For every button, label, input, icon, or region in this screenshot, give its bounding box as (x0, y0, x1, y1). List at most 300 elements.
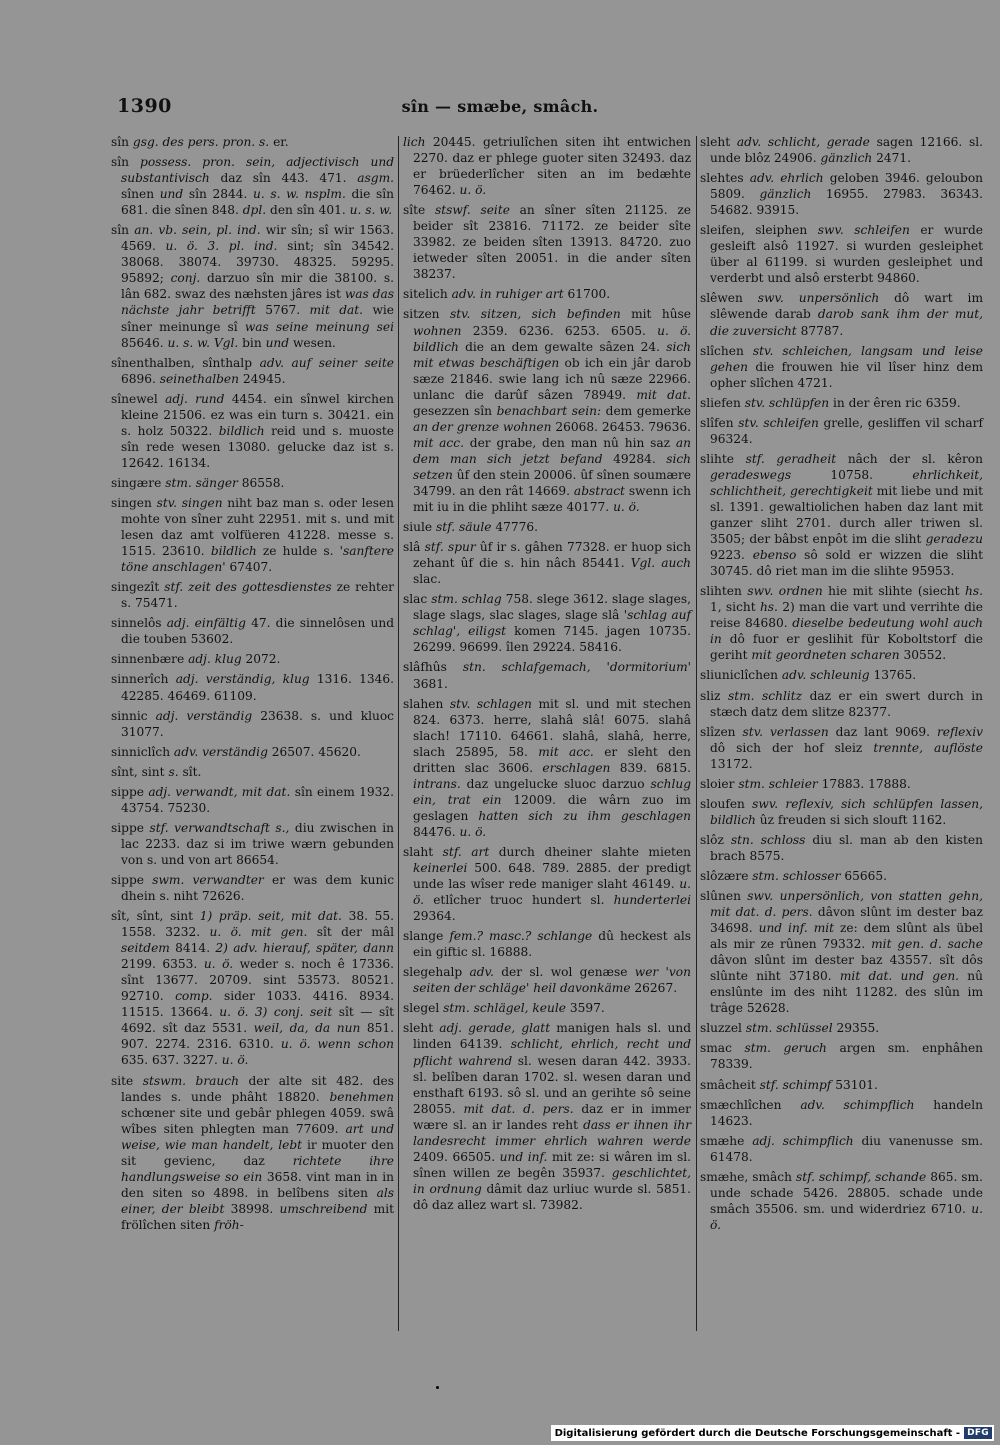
entry-text: sô sold er wizzen die sliht 30745. dô riet man im die slihte 95953. (710, 548, 983, 579)
gloss-italic: stf. geradheit (745, 451, 837, 466)
entry-text: handeln 14623. (710, 1097, 984, 1128)
gloss-italic: und (159, 187, 184, 202)
gloss-italic: umschreibend (279, 1201, 368, 1216)
gloss-italic: adv. verständig (173, 744, 268, 759)
dictionary-entry (111, 784, 394, 816)
dictionary-entry (700, 1020, 983, 1036)
entry-text: 3681. (413, 676, 448, 691)
entry-text: ûz freuden si sich slouft 1162. (759, 812, 947, 827)
gloss-italic: gänzlich (820, 151, 873, 166)
gloss-italic: adv. in ruhiger art (451, 287, 564, 302)
entry-text: weder s. noch ê 17336. sînt 13677. 20709. sint 53573. 80521. 92710. (121, 957, 395, 1004)
headword: sippe (111, 820, 144, 835)
entry-text: sint (141, 764, 165, 779)
entry-text: 13765. (873, 668, 917, 683)
gloss-italic: mit gen. d. sache (871, 937, 984, 952)
entry-text: den sîn 401. (270, 203, 346, 218)
entry-text: 2199. 6353. (121, 957, 198, 972)
stray-dot (436, 1386, 439, 1389)
gloss-italic: adv. schleunig (781, 668, 870, 683)
entry-text: er sleht den dritten slac 3606. (413, 744, 691, 775)
dictionary-entry (111, 872, 394, 904)
entry-text: 87787. (800, 323, 844, 338)
gloss-italic: hs. (759, 600, 778, 615)
headword: sîn (111, 223, 130, 238)
running-head: sîn — smæbe, smâch. (401, 97, 599, 116)
headword: smac (700, 1041, 732, 1056)
entry-text: 10758. (830, 467, 874, 482)
dictionary-entry (111, 134, 394, 150)
gloss-italic: stm. schlosser (752, 868, 841, 883)
gloss-italic: stv. schleifen (738, 415, 819, 430)
entry-text: 4454. ein sînwel kirchen kleine 21506. ez was ein turn s. 30421. ein s. holz 50322. (121, 391, 395, 438)
gloss-italic: adj. gerade, glatt (439, 1021, 551, 1036)
entry-text: 30552. (903, 648, 947, 663)
entry-text: er was dem kunic dhein s. niht 72626. (121, 872, 395, 904)
dictionary-entry (111, 495, 394, 575)
entry-text: 17883. 17888. (821, 776, 911, 791)
gloss-italic: mit dat. und gen. (839, 969, 960, 984)
headword: sliefen (700, 395, 741, 410)
entry-text: daz er ein swert durch in stæch datz dem slitze 82377. (710, 688, 983, 719)
gloss-italic: conj. (170, 271, 201, 286)
gloss-italic: 2) adv. hierauf, später, dann (215, 941, 394, 956)
gloss-italic: geradezu (925, 532, 984, 547)
dictionary-entry (700, 222, 983, 286)
gloss-italic: adj. verständig, klug (175, 672, 310, 687)
dictionary-entry (700, 776, 983, 792)
dictionary-entry (700, 1097, 983, 1129)
gloss-italic: possess. pron. sein, adjectivisch und substantivisch (121, 155, 394, 186)
entry-text: 839. 6815. (619, 760, 692, 775)
entry-text: daz er in immer wære sl. an ir landes reht (413, 1101, 692, 1132)
dictionary-entry (111, 908, 394, 1068)
gloss-italic: stf. art (442, 844, 490, 859)
entry-text: 2359. 6236. 6253. 6505. (472, 323, 646, 338)
dfg-logo: DFG (964, 1427, 992, 1439)
entry-text: daz ungelucke sluoc darzuo (466, 776, 645, 791)
gloss-italic: hs. (965, 584, 984, 599)
entry-text: mit frölîchen siten (121, 1201, 394, 1232)
dictionary-entry (403, 134, 691, 198)
entry-text: schœner site und gebâr phlegen 4059. swâ wîbes siten phlegten man 77609. (121, 1105, 394, 1136)
entry-text: mit sl. und mit stechen 824. 6373. herre, slahâ slâ! 6075. slahâ slach! 17110. 64661. slahâ, slahâ, herre, slach 25895, 58. (413, 696, 692, 759)
dictionary-entry (111, 764, 394, 780)
dictionary-entry (111, 1073, 394, 1233)
entry-text: grelle, gesliffen vil scharf 96324. (710, 415, 984, 446)
dictionary-entry (700, 415, 983, 447)
gloss-italic: u. s. w. (349, 203, 393, 218)
dictionary-entry (403, 964, 691, 996)
gloss-italic: swv. unpersönlich (757, 291, 880, 306)
entry-text: er. (273, 135, 289, 149)
dictionary-entry (111, 708, 394, 740)
gloss-italic: adv. schlicht, gerade (736, 135, 870, 149)
entry-text: 86558. (241, 475, 285, 490)
dictionary-entry (700, 170, 983, 218)
entry-text: dô wart im slêwende darab (710, 291, 984, 322)
gloss-italic: asgm. (357, 171, 395, 186)
headword: singære (111, 475, 162, 490)
headword: sinnenbære (111, 652, 185, 667)
dictionary-entry (700, 1133, 983, 1165)
headword: sippe (111, 784, 144, 799)
entry-text: dâmit daz urliuc wurde sl. 5851. dô daz allez wart sl. 73982. (413, 1181, 692, 1212)
headword: slegel (403, 1001, 440, 1016)
entry-text: reid und s. muoste sîn rede wesen 13080. gelucke daz ist s. 12642. 16134. (121, 423, 395, 470)
gloss-italic: u. s. w. Vgl. (167, 335, 239, 350)
dictionary-entry (700, 667, 983, 683)
gloss-italic: u. ö. (221, 1053, 249, 1068)
gloss-italic: ehrlichkeit, schlichtheit, gerechtigkeit (710, 467, 983, 498)
entry-text: etlîcher truoc hundert sl. (433, 893, 605, 908)
headword: slaht (403, 844, 434, 859)
dictionary-entry (700, 1077, 983, 1093)
headword: slîchen (700, 343, 744, 358)
gloss-italic: schlug ein, trat ein (413, 776, 691, 807)
entry-text: der grabe, den man nû hin saz (469, 435, 671, 450)
gloss-italic: erschlagen (542, 760, 611, 775)
entry-text: ob ich ein jâr darob sæze 21846. swie lang ich nû sæze 22966. unlanc die darûf sâzen 78949. (413, 355, 692, 402)
entry-text: 6896. (121, 371, 156, 386)
gloss-italic: stv. sitzen, sich befinden (449, 307, 621, 322)
gloss-italic: stm. schlitz (727, 688, 803, 703)
gloss-italic: stn. schlafgemach, 'dormitorium' (462, 660, 691, 675)
dictionary-entry (111, 579, 394, 611)
gloss-italic: swv. reflexiv, sich schlüpfen lassen, bildlich (710, 796, 984, 827)
dictionary-entry (111, 391, 394, 471)
entry-text: 53101. (835, 1077, 878, 1092)
gloss-italic: u. ö. (613, 500, 640, 515)
entry-text: sîn 2844. (188, 187, 248, 202)
dictionary-entry (700, 724, 983, 772)
gloss-italic: stf. schimpf (759, 1077, 832, 1092)
entry-text: diu vanenusse sm. 61478. (710, 1133, 984, 1164)
entry-text: ze rehter s. 75471. (121, 580, 394, 611)
headword: sluzzel (700, 1021, 742, 1036)
entry-text: 12009. die wârn zuo im geslagen (413, 792, 691, 823)
headword: sinnic (111, 708, 148, 723)
gloss-italic: an. vb. sein, pl. ind. (134, 223, 261, 238)
entry-text: 5767. (265, 303, 301, 318)
headword: slôz (700, 832, 724, 847)
gloss-italic: s. (168, 764, 179, 779)
gloss-italic: fröh- (214, 1217, 244, 1232)
entry-text: sider 1033. 4416. 8934. 11515. 13664. (121, 989, 394, 1020)
headword: slange (403, 929, 444, 944)
headword: smæchlîchen (700, 1097, 782, 1112)
entry-text: die sîn 681. die sînen 848. (121, 187, 394, 218)
entry-text: er wurde gesleift alsô 11927. si wurden gesleiphet über al 61199. si wurden gesleiphet und verderbt und alsô ersterbt 94860. (710, 223, 984, 286)
gloss-italic: 'sanftere töne anschlagen' (121, 544, 395, 575)
headword: slâ (403, 540, 421, 555)
gloss-italic: hatten sich zu ihm geschlagen (478, 808, 692, 823)
gloss-italic: wohnen (413, 323, 462, 338)
gloss-italic: adv. (469, 965, 494, 980)
column-divider (398, 136, 399, 1331)
gloss-italic: mit acc. (413, 435, 464, 450)
entry-text: slac. (413, 572, 442, 587)
entry-text: 26507. 45620. (271, 744, 361, 759)
gloss-italic: stf. säule (436, 520, 492, 535)
entry-text: 851. 907. 2274. 2316. 6310. (121, 1021, 395, 1052)
dictionary-entry (700, 395, 983, 411)
entry-text: 758. slege 3612. slage slages, slage slags, slac slages, slage slâ (413, 592, 692, 623)
dictionary-entry (700, 343, 983, 391)
headword: slehtes (700, 171, 744, 186)
headword: slêwen (700, 291, 743, 306)
headword: sîte (403, 203, 426, 218)
headword: sinniclîch (111, 744, 171, 759)
gloss-italic: stm. schleier (738, 776, 818, 791)
gloss-italic: mit dat. (636, 387, 691, 402)
entry-text: nâch der sl. kêron (847, 451, 983, 466)
entry-text: sîn einem 1932. 43754. 75230. (121, 784, 395, 815)
entry-text: 2) man die vart und verrihte die reise 84680. (710, 600, 983, 631)
dictionary-entry (403, 306, 691, 515)
headword: sinnelôs (111, 616, 162, 631)
entry-text: der sl. wol genæse (501, 965, 628, 980)
gloss-italic: gsg. des pers. pron. s. (132, 135, 270, 149)
gloss-italic: geschlichtet, in ordnung (413, 1165, 691, 1196)
dictionary-entry (403, 696, 691, 840)
gloss-italic: stv. schlüpfen (744, 395, 830, 410)
entry-text: ûf den stein 20006. ûf sînen soumære 34799. an den rât 14669. (413, 467, 692, 498)
entry-text: 20445. getriulîchen siten iht entwichen 2270. daz er phlege guoter siten 32493. daz er brüederlîcher siten an im bedæhte 76462. (413, 135, 691, 198)
gloss-italic: geradeswegs (710, 467, 792, 482)
gloss-italic: benachbart sein: (496, 403, 602, 418)
entry-text: mit ze: si wâren im sl. sînen willen ze begên 35937. (413, 1149, 692, 1180)
entry-text: dâvon slûnt im dester baz 43557. sît dôs slûnte niht 37180. (710, 953, 983, 984)
entry-text: 500. 648. 789. 2885. der predigt unde las wîser rede maniger slaht 46149. (413, 861, 692, 892)
gloss-italic: dieselbe bedeutung wohl auch in (710, 616, 984, 647)
gloss-italic: mit dat. (309, 303, 364, 318)
entry-text: sît — sît 4692. sît daz 5531. (121, 1005, 395, 1036)
headword: sît, (111, 909, 130, 924)
gloss-italic: u. s. w. nsplm. (253, 187, 346, 202)
dictionary-entry (700, 451, 983, 579)
gloss-italic: reflexiv (936, 724, 984, 739)
headword: singezît (111, 580, 160, 595)
entry-text: gesezzen sîn (413, 403, 492, 418)
entry-text: 49284. (613, 451, 656, 466)
dictionary-entry (403, 286, 691, 302)
gloss-italic: mit dat. d. pers. (463, 1101, 574, 1116)
entry-text: die frouwen hie vil lîser hinz dem opher slîchen 4721. (710, 359, 983, 390)
entry-text: diu sl. man ab den kisten brach 8575. (710, 832, 983, 863)
entry-text: 865. sm. unde schade 5426. 28805. schade unde smâch 35506. sm. und widerdriez 6710. (710, 1169, 983, 1216)
headword: smâcheit (700, 1077, 756, 1092)
dictionary-entry (403, 202, 691, 282)
entry-text: durch dheiner slahte mieten (498, 844, 692, 859)
entry-text: argen sm. enphâhen 78339. (710, 1041, 984, 1072)
gloss-italic: bildlich (210, 544, 257, 559)
entry-text: 38. 55. 1558. 3232. (121, 909, 395, 940)
gloss-italic: lich (403, 135, 426, 149)
gloss-italic: intrans. (413, 776, 461, 791)
entry-text: nû enslûnte im des niht 11282. des slûn im trâge 52628. (710, 969, 983, 1016)
footer-text: Digitalisierung gefördert durch die Deutsche Forschungsgemeinschaft - (554, 1427, 961, 1439)
dictionary-entry (111, 154, 394, 218)
dictionary-entry (700, 134, 983, 166)
entry-text: 38998. (230, 1201, 274, 1216)
gloss-italic: stm. sänger (165, 475, 238, 490)
entry-text: 635. 637. 3227. (121, 1053, 218, 1068)
gloss-italic: adj. klug (188, 652, 242, 667)
entry-text: ze: dem slûnt als übel als mir ze rûnen 79332. (710, 921, 984, 952)
gloss-italic: u. ö. 3) conj. seit (219, 1005, 333, 1020)
gloss-italic: u. ö. bildlich (413, 323, 692, 354)
entry-text: sînt, sint (136, 909, 194, 924)
gloss-italic: Vgl. auch (630, 556, 692, 571)
entry-text: dâvon slûnt im dester baz 34698. (710, 905, 983, 936)
headword: sitzen (403, 307, 440, 322)
entry-text: der alte sit 482. des landes s. unde phâht 18820. (121, 1073, 395, 1104)
column-divider (696, 136, 697, 1331)
headword: sloier (700, 776, 735, 791)
entry-text: 84476. (413, 824, 456, 839)
gloss-italic: comp. (175, 989, 213, 1004)
entry-text: ze hulde s. (262, 544, 334, 559)
gloss-italic: adj. verwandt, mit dat. (148, 784, 291, 799)
gloss-italic: adj. schimpflich (752, 1133, 854, 1148)
entry-text: 26267. (634, 981, 678, 996)
entry-text: 23638. s. und kluoc 31077. (121, 708, 394, 739)
dictionary-entry (700, 1169, 983, 1233)
gloss-italic: stm. geruch (744, 1041, 827, 1056)
footer-banner (551, 1425, 994, 1441)
gloss-italic: bildlich (218, 423, 265, 438)
gloss-italic: 1) präp. seit, mit dat. (199, 909, 342, 924)
entry-text: die an dem gewalte sâzen 24. (465, 339, 660, 354)
entry-text: wesen. (292, 335, 336, 350)
gloss-italic: hunderterlei (613, 893, 692, 908)
entry-text: niht baz man s. oder lesen mohte von sîner zuht 22951. mit s. und mit lesen daz amt volfüeren 41228. messe s. 1515. 23610. (121, 495, 395, 559)
headword: sinnerîch (111, 672, 169, 687)
gloss-italic: adj. verständig (155, 708, 253, 723)
gloss-italic: schlicht, ehrlich, recht und pflicht wahrend (413, 1037, 691, 1068)
entry-text: hie mit slihte (siecht (828, 584, 960, 599)
headword: slôzære (700, 868, 749, 883)
dictionary-entry (403, 591, 691, 655)
entry-text: sleiphen (755, 223, 808, 238)
gloss-italic: richtete ihre handlungsweise so ein (121, 1153, 394, 1184)
dictionary-entry (111, 651, 394, 667)
entry-text: ir muoter den sit gevienc, daz (121, 1137, 395, 1168)
dictionary-entry (111, 355, 394, 387)
gloss-italic: sich setzen (413, 451, 692, 482)
gloss-italic: swv. unpersönlich, von statten gehn, mit dat. d. pers. (710, 889, 983, 920)
dictionary-entry (700, 868, 983, 884)
entry-text: darzuo sîn mir die 38100. s. lân 682. swaz des næhsten jâres ist (121, 271, 395, 302)
gloss-italic: stv. schlagen (449, 696, 532, 711)
gloss-italic: stf. spur (424, 540, 476, 555)
gloss-italic: swm. verwandter (152, 872, 264, 887)
headword: slîfen (700, 415, 734, 430)
entry-text: 29355. (836, 1021, 880, 1036)
entry-text: dô fuor er geslihit für Koboltstorf die geriht (710, 632, 983, 663)
entry-text: dô sich der hof sleiz (710, 740, 863, 755)
entry-text: 24945. (242, 371, 286, 386)
entry-text: 3658. vint man in in den siten so 4898. in belîbens siten (121, 1169, 395, 1200)
gloss-italic: und (265, 335, 290, 350)
entry-text: 2072. (245, 652, 281, 667)
dictionary-entry (403, 844, 691, 924)
dictionary-entry (700, 688, 983, 720)
headword: sînt, (111, 764, 138, 779)
entry-text: bin (242, 335, 262, 350)
headword: smæhe, (700, 1169, 749, 1184)
gloss-italic: trennte, auflöste (873, 740, 983, 755)
headword: slâfhûs (403, 660, 447, 675)
column-1 (111, 134, 394, 1237)
entry-text: smâch (752, 1169, 792, 1184)
dictionary-entry (700, 1040, 983, 1072)
entry-text: 13172. (710, 756, 753, 771)
gloss-italic: wer 'von seiten der schläge' heil davonkäme (413, 965, 691, 996)
gloss-italic: stv. verlassen (742, 724, 829, 739)
headword: singen (111, 495, 152, 510)
gloss-italic: adv. auf seiner seite (259, 355, 395, 370)
headword: slegehalp (403, 965, 463, 980)
entry-text: swenn ich mit iu in die phliht sæze 40177. (413, 483, 692, 515)
gloss-italic: als einer, der bleibt (121, 1185, 394, 1216)
entry-text: wie sîner meinunge sî (121, 303, 394, 334)
dictionary-entry (111, 744, 394, 760)
gloss-italic: fem.? masc.? schlange (449, 929, 593, 944)
gloss-italic: adj. einfältig (166, 616, 246, 631)
entry-text: sagen 12166. sl. unde blôz 24906. (710, 135, 984, 166)
entry-text: 29364. (413, 909, 456, 924)
gloss-italic: art und weise, wie man handelt, lebt (121, 1121, 394, 1152)
gloss-italic: u. ö. mit gen. (209, 925, 308, 940)
gloss-italic: stn. schloss (730, 832, 806, 847)
gloss-italic: stm. schlägel, keule (443, 1001, 566, 1016)
dictionary-entry (403, 519, 691, 535)
entry-text: wir sîn; sî wir 1563. 4569. (121, 223, 394, 254)
headword: smæhe (700, 1133, 745, 1148)
column-3 (700, 134, 983, 1237)
gloss-italic: keinerlei (413, 861, 468, 876)
gloss-italic: adv. ehrlich (749, 171, 824, 186)
gloss-italic: adj. rund (165, 391, 225, 406)
entry-text: an sîner sîten 21125. ze beider sît 23816. 71172. ze beider sîte 33982. ze beiden sîten 13913. 84720. zuo ietweder sîten 20051. in die ander sîten 38237. (413, 203, 691, 282)
dictionary-entry (403, 928, 691, 960)
gloss-italic: u. ö. (203, 957, 234, 972)
gloss-italic: u. ö. (413, 877, 691, 908)
entry-text: sît der mâl (316, 925, 395, 940)
headword: sliuniclîchen (700, 668, 779, 683)
gloss-italic: stf. schimpf, schande (795, 1169, 927, 1184)
headword: slihten (700, 584, 742, 599)
entry-text: 2409. 66505. (413, 1149, 496, 1164)
entry-text: 3597. (569, 1001, 605, 1016)
entry-text: sl. wesen daran 442. 3933. sl. belîben daran 1702. sl. wesen daran und ensthaft 6193. sô sl. und an gerihte sô seine 28055. (413, 1053, 692, 1116)
gloss-italic: 'schlag auf schlag', eiligst (413, 608, 692, 639)
gloss-italic: seitdem (121, 941, 170, 956)
dictionary-entry (700, 888, 983, 1016)
entry-text: mit liebe und mit sl. 1391. gewaltiolichen haben daz lant mit ganzer sliht 2701. durch aller triwen sl. 3505; der bâbst enpôt im die sliht (710, 483, 983, 547)
gloss-italic: seinethalben (159, 371, 239, 386)
gloss-italic: swv. schleifen (817, 223, 910, 238)
entry-text: geloben 3946. geloubon 5809. (710, 171, 984, 202)
dictionary-entry (403, 539, 691, 587)
headword: site (111, 1073, 134, 1088)
entry-text: sît. (182, 764, 202, 779)
headword: sitelich (403, 287, 448, 302)
entry-text: mit hûse (631, 307, 692, 322)
entry-text: ûf ir s. gâhen 77328. er huop sich zehant ûf die s. hin nâch 85441. (413, 540, 691, 571)
